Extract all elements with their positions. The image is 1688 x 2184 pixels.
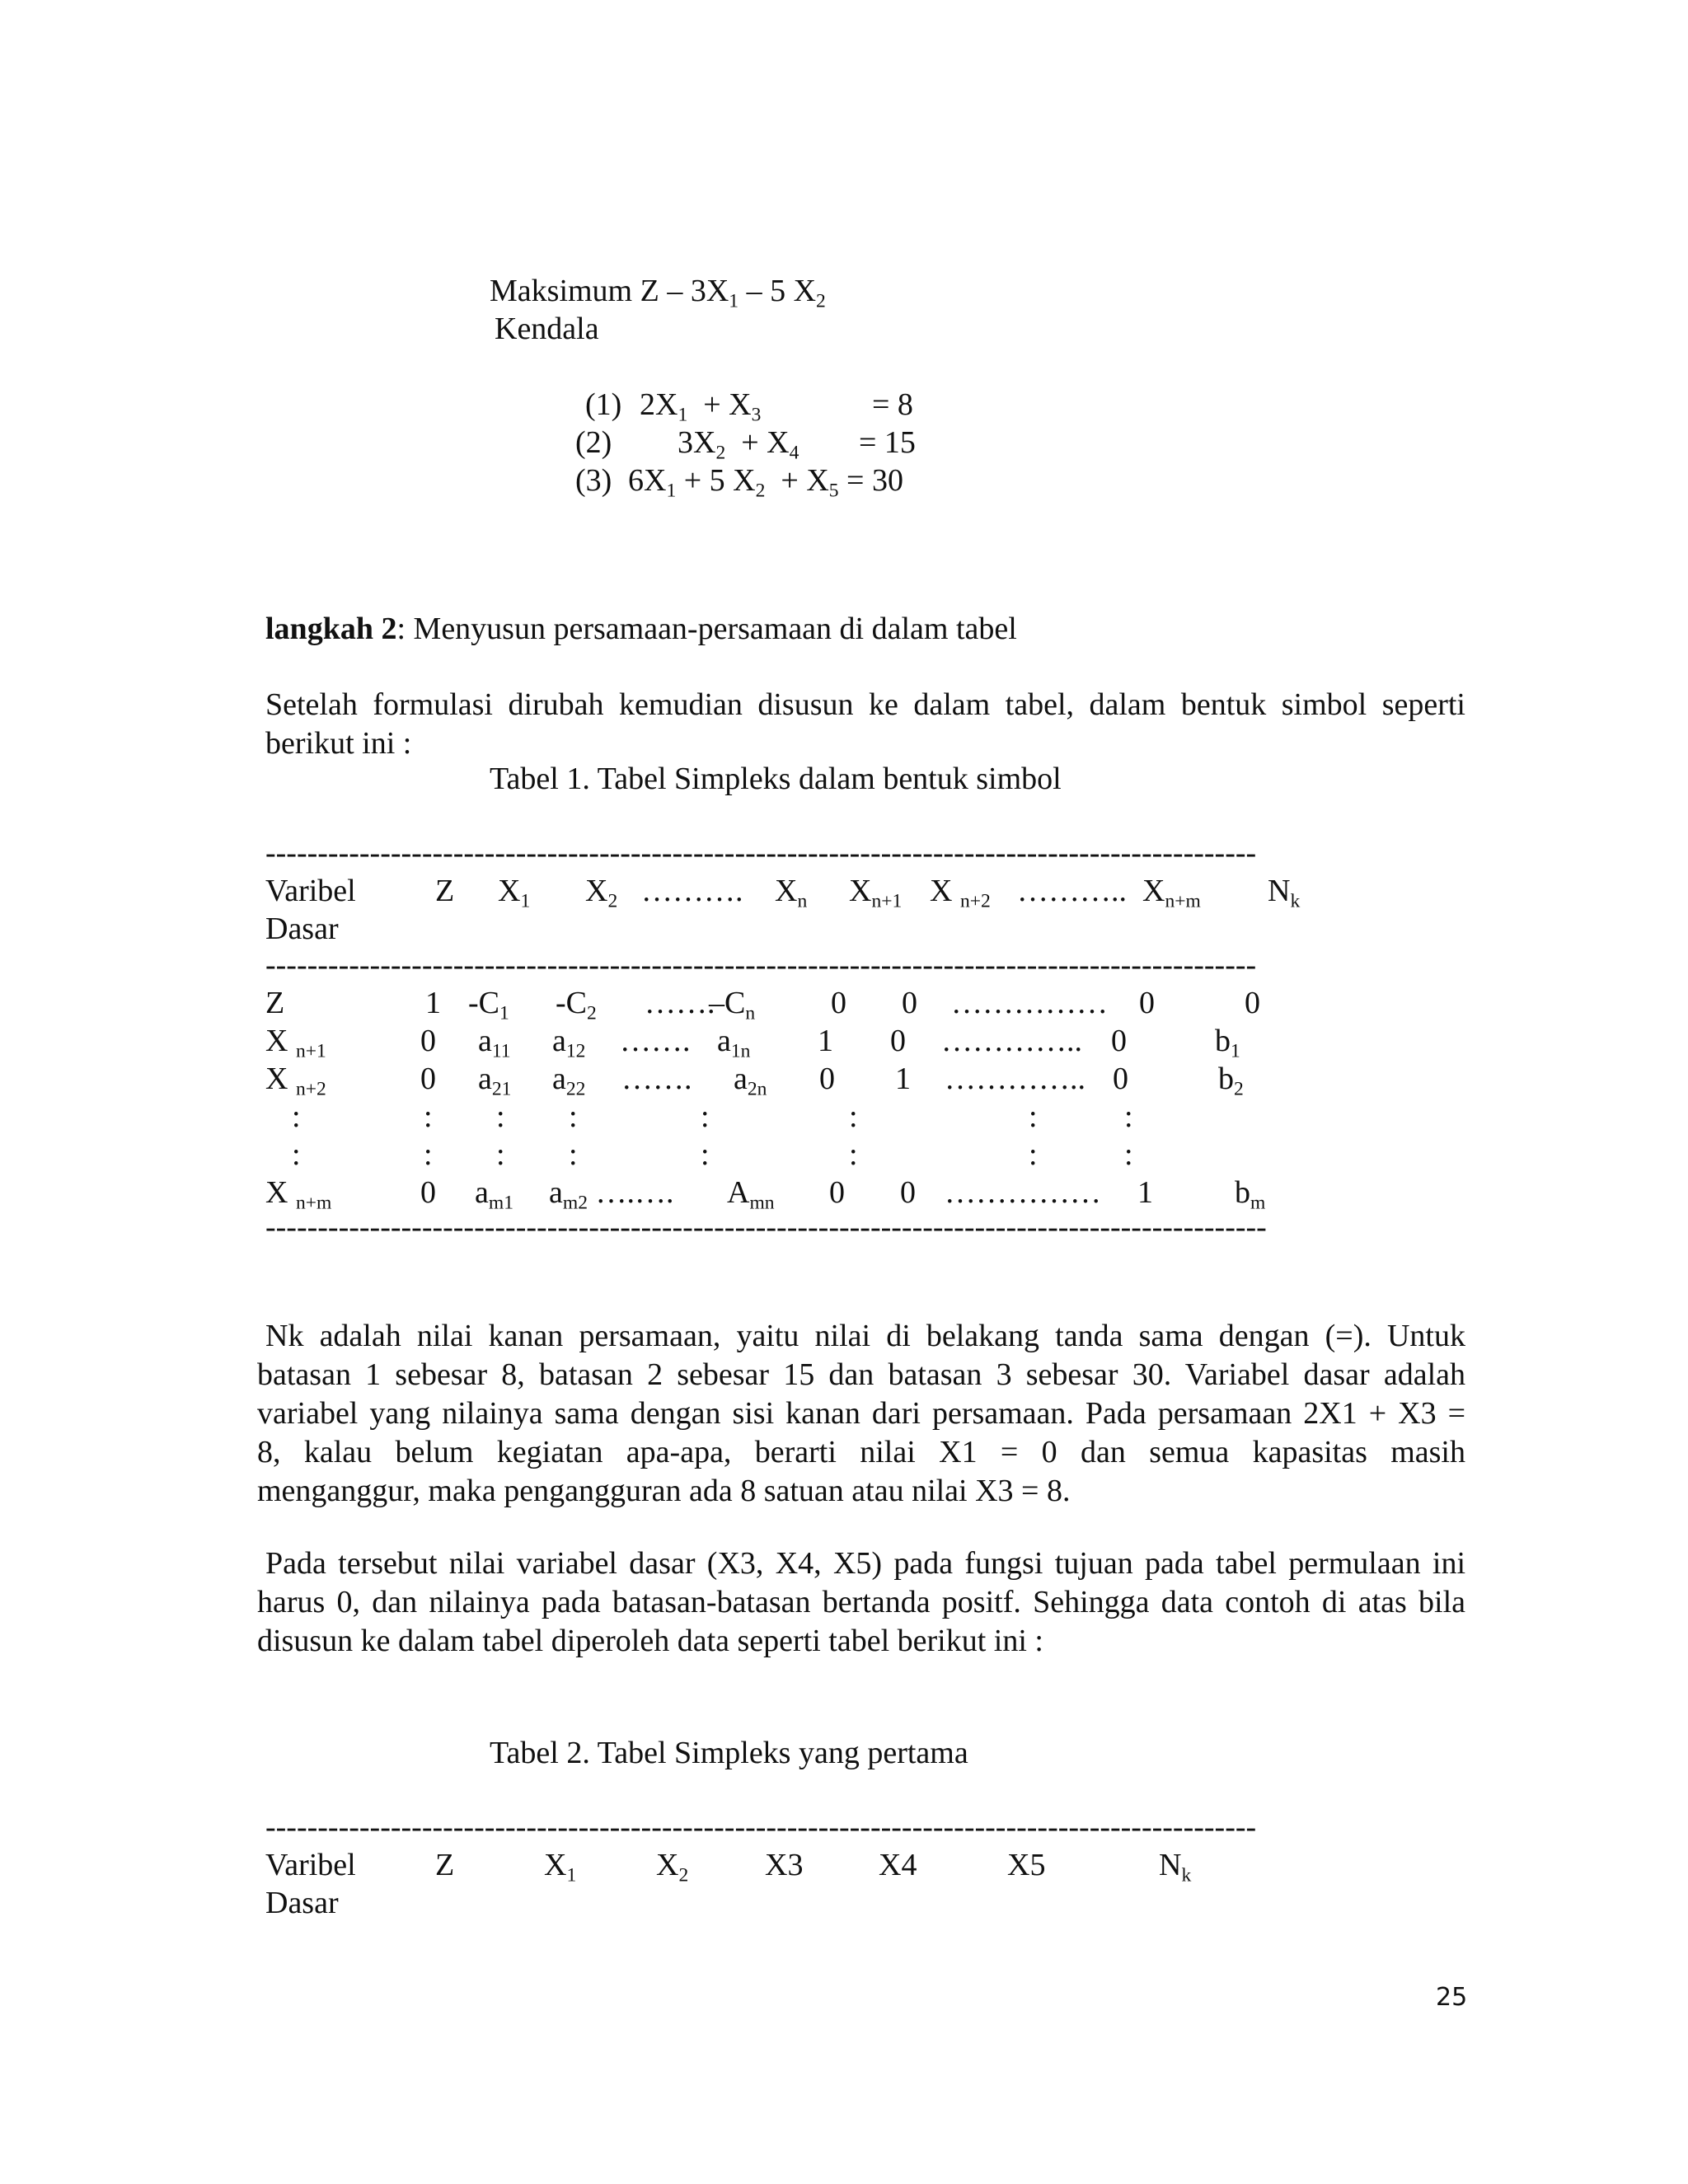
colon: :	[424, 1137, 433, 1172]
step-heading	[265, 610, 1017, 648]
table1-cell: 0	[819, 1062, 835, 1096]
table1-cell: 0	[829, 1175, 845, 1210]
paragraph-line: batasan 1 sebesar 8, batasan 2 sebesar 15 dan batasan 3 sebesar 30. Variabel dasar adalah	[257, 1357, 1465, 1392]
table1-cell: $-C_1$	[468, 986, 509, 1024]
table1-cell: 0	[1139, 986, 1155, 1020]
colon: :	[849, 1099, 858, 1134]
table1-cell: $a_{m2}$ ….….	[549, 1175, 674, 1214]
paragraph-line: Nk adalah nilai kanan persamaan, yaitu nilai di belakang tanda sama dengan (=). Untuk	[265, 1319, 1465, 1353]
table1-cell: 0	[420, 1024, 436, 1058]
constraint-3-expr: $6X_1 + 5$ $X_2 + X_5 = 30$	[628, 463, 903, 502]
table2-header-col1b: Dasar	[265, 1886, 339, 1920]
table1-cell: 0	[420, 1175, 436, 1210]
table1-header-col1: Varibel	[265, 874, 356, 908]
paragraph-nk	[257, 1317, 1465, 1511]
colon: :	[496, 1137, 505, 1172]
table1-cell: 0	[902, 986, 917, 1020]
table1-row-xn2-label: X $_{n+2}$	[265, 1062, 326, 1100]
paragraph-line: menganggur, maka pengangguran ada 8 satuan atau nilai X3 = 8.	[257, 1474, 1071, 1508]
table1-cell: $-C_n$	[709, 986, 756, 1024]
table1-header-xn: $X_n$	[775, 874, 808, 912]
table1-cell: $a_{11}$	[478, 1024, 511, 1062]
table1-cell: 0	[1111, 1024, 1127, 1058]
table1-cell: ……………	[951, 986, 1108, 1020]
table1-header-z: Z	[435, 874, 455, 908]
constraint-2-rhs: = 15	[859, 425, 916, 460]
table2-header-x4: X4	[879, 1848, 917, 1882]
colon: :	[569, 1137, 578, 1172]
table1-cell: 1	[1137, 1175, 1153, 1210]
colon: :	[1124, 1137, 1133, 1172]
colon: :	[1029, 1137, 1038, 1172]
table1-cell: $a_{22}$	[552, 1062, 586, 1100]
colon: :	[292, 1137, 301, 1172]
table2-header-x3: X3	[765, 1848, 804, 1882]
table1-header-x2: $X_2$	[585, 874, 618, 912]
constraints-label: Kendala	[495, 312, 599, 346]
table1-cell: $b_1$	[1215, 1024, 1240, 1062]
table1-caption: Tabel 1. Tabel Simpleks dalam bentuk simbol	[490, 762, 1062, 796]
paragraph-line: variabel yang nilainya sama dengan sisi kanan dari persamaan. Pada persamaan 2X1 + X3 =	[257, 1396, 1465, 1431]
table1-cell: 0	[1245, 986, 1260, 1020]
table1-cell: 0	[1113, 1062, 1128, 1096]
table2-header-z: Z	[435, 1848, 455, 1882]
table2-caption: Tabel 2. Tabel Simpleks yang pertama	[490, 1736, 968, 1770]
table1-cell: …….	[620, 1024, 691, 1058]
constraint-2-expr: $3X_2 + X_4$	[678, 425, 799, 464]
table1-header-xn2: X $_{n+2}$	[930, 874, 991, 912]
step-bold: langkah 2	[265, 612, 397, 646]
constraint-1-expr: $2X_1 + X_3$	[640, 387, 762, 426]
table1-header-nk: $N_k$	[1268, 874, 1301, 912]
table1-rule-bottom: ------------------------------------------------------------------------------------------------	[265, 1212, 1267, 1243]
table1-row-xn1-label: X $_{n+1}$	[265, 1024, 326, 1062]
table1-cell: …………..	[941, 1024, 1082, 1058]
colon: :	[701, 1099, 710, 1134]
table2-header-x5: X5	[1007, 1848, 1046, 1882]
paragraph-line: Pada tersebut nilai variabel dasar (X3, X4, X5) pada fungsi tujuan pada tabel permulaan ini	[265, 1546, 1465, 1581]
constraint-1-num: (1)	[585, 387, 622, 422]
table1-cell: $a_{21}$	[478, 1062, 512, 1100]
table1-cell: $b_2$	[1218, 1062, 1244, 1100]
objective-sub1: 1	[729, 290, 739, 312]
objective-lead: Maksimum Z – 3X	[490, 274, 729, 308]
colon: :	[1124, 1099, 1133, 1134]
colon: :	[424, 1099, 433, 1134]
intro-line: berikut ini :	[265, 726, 412, 761]
page-number: 25	[1436, 1983, 1468, 2012]
table2-header-x1: $X_1$	[544, 1848, 577, 1886]
colon: :	[496, 1099, 505, 1134]
paragraph-line: disusun ke dalam tabel diperoleh data seperti tabel berikut ini :	[257, 1624, 1043, 1658]
table1-header-xnm: $X_{n+m}$	[1142, 874, 1201, 912]
colon: :	[1029, 1099, 1038, 1134]
table2-header-x2: $X_2$	[656, 1848, 689, 1886]
colon: :	[292, 1099, 301, 1134]
paragraph-line: 8, kalau belum kegiatan apa-apa, berarti nilai X1 = 0 dan semua kapasitas masih	[257, 1435, 1465, 1469]
table1-cell: 0	[831, 986, 846, 1020]
paragraph-line: harus 0, dan nilainya pada batasan-batasan bertanda positf. Sehingga data contoh di atas bila	[257, 1585, 1465, 1619]
objective-function	[490, 272, 826, 310]
table1-cell: $a_{12}$	[552, 1024, 586, 1062]
table1-header-dots2: ………..	[1017, 874, 1127, 908]
table1-cell: $A_{mn}$	[727, 1175, 775, 1214]
table1-cell: …….	[621, 1062, 692, 1096]
table2-rule-top: -----------------------------------------------------------------------------------------------	[265, 1811, 1257, 1843]
objective-mid: – 5 X	[738, 274, 817, 308]
table1-cell: …….	[645, 986, 715, 1020]
intro-line: Setelah formulasi dirubah kemudian disusun ke dalam tabel, dalam bentuk simbol seperti	[265, 687, 1465, 722]
table1-cell: 0	[900, 1175, 916, 1210]
table1-cell: ……………	[945, 1175, 1101, 1210]
table2-header-col1: Varibel	[265, 1848, 356, 1882]
table1-header-dots: ……….	[641, 874, 743, 908]
table2-header-nk: $N_k$	[1159, 1848, 1192, 1886]
colon: :	[701, 1137, 710, 1172]
table1-cell: $-C_2$	[556, 986, 597, 1024]
table1-row-xnm-label: X $_{n+m}$	[265, 1175, 332, 1214]
table1-cell: 0	[890, 1024, 906, 1058]
table1-row-z-label: Z	[265, 986, 285, 1020]
step-text: : Menyusun persamaan-persamaan di dalam tabel	[396, 612, 1017, 646]
table1-rule-mid: -----------------------------------------------------------------------------------------------	[265, 949, 1257, 981]
table1-cell: 1	[895, 1062, 911, 1096]
table1-cell: 1	[818, 1024, 833, 1058]
table1-header-col1b: Dasar	[265, 912, 339, 946]
table1-cell: 0	[420, 1062, 436, 1096]
constraint-3-num: (3)	[575, 463, 612, 498]
table1-cell: $b_m$	[1235, 1175, 1266, 1214]
constraint-1-rhs: = 8	[872, 387, 913, 422]
objective-sub2: 2	[816, 290, 826, 312]
table1-cell: …………..	[945, 1062, 1085, 1096]
table1-cell: $a_{1n}$	[717, 1024, 751, 1062]
intro-paragraph	[265, 686, 1465, 763]
paragraph-basic-vars	[257, 1544, 1465, 1661]
table1-header-x1: $X_1$	[498, 874, 531, 912]
table1-cell: $a_{2n}$	[734, 1062, 767, 1100]
table1-rule-top: -----------------------------------------------------------------------------------------------	[265, 837, 1257, 869]
constraint-2-num: (2)	[575, 425, 612, 460]
table1-cell: 1	[425, 986, 441, 1020]
colon: :	[569, 1099, 578, 1134]
colon: :	[849, 1137, 858, 1172]
table1-header-xn1: $X_{n+1}$	[849, 874, 903, 912]
table1-cell: $a_{m1}$	[475, 1175, 513, 1214]
